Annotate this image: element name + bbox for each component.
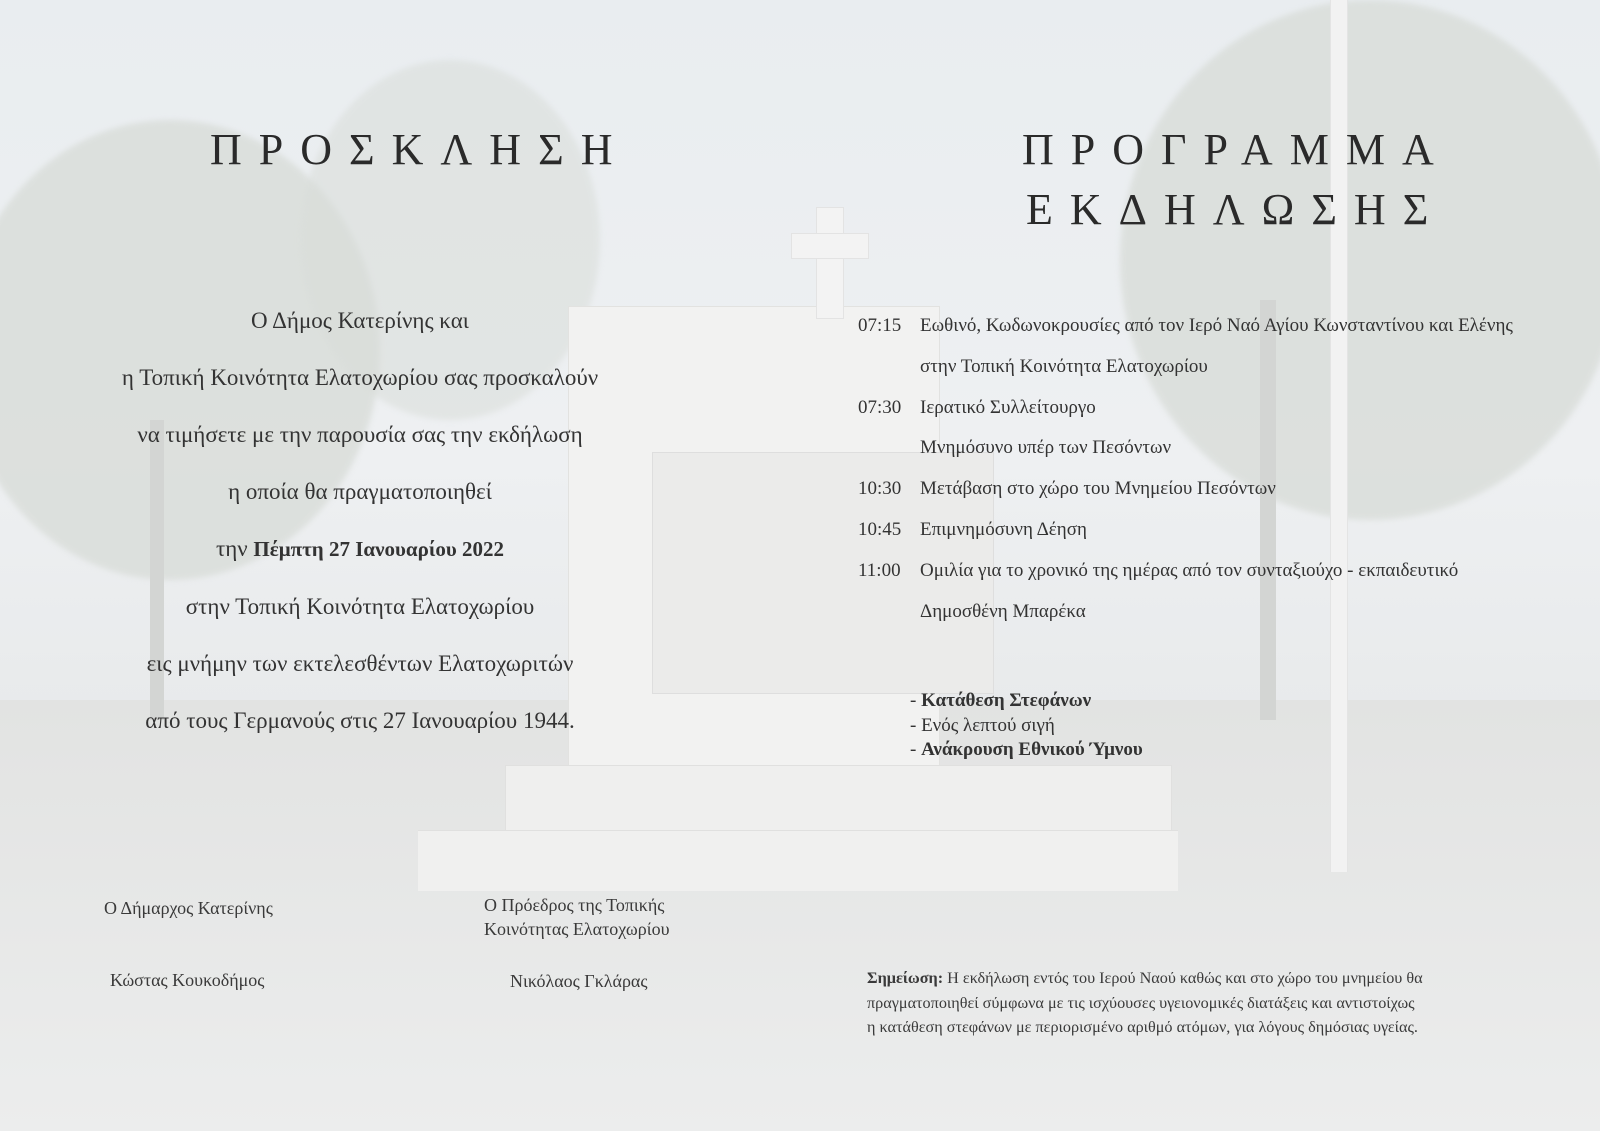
bullet-dash: - [910,690,922,711]
schedule-item [858,315,1558,356]
schedule-continuation [858,356,1558,397]
schedule-time: 10:30 [858,478,902,500]
note-label: Σημείωση: [867,969,944,987]
schedule-text: Εωθινό, Κωδωνοκρουσίες από τον Ιερό Ναό Αγίου Κωνσταντίνου και Ελένης [920,315,1513,336]
schedule-time: 07:30 [858,396,902,418]
bullet-dash: - [910,739,922,760]
schedule-time: 07:15 [858,315,902,336]
health-note [867,966,1427,1040]
invitation-line: Ο Δήμος Κατερίνης και [251,308,469,333]
invitation-title: ΠΡΟΣΚΛΗΣΗ [210,125,630,174]
bullet-text: Κατάθεση Στεφάνων [921,690,1092,711]
event-date: Πέμπτη 27 Ιανουαρίου 2022 [253,537,505,561]
invitation-line: να τιμήσετε με την παρουσία σας την εκδήλωση [137,422,583,447]
invitation-line: στην Τοπική Κοινότητα Ελατοχωρίου [185,594,535,619]
invitation-line: η Τοπική Κοινότητα Ελατοχωρίου σας προσκαλούν [121,365,599,390]
program-title-line2: ΕΚΔΗΛΩΣΗΣ [1026,185,1446,234]
schedule-text: Μνημόσυνο υπέρ των Πεσόντων [920,437,1172,459]
invitation-date-line [100,520,620,578]
bullet-text: Ανάκρουση Εθνικού Ύμνου [921,739,1143,760]
invitation-line: η οποία θα πραγματοποιηθεί [228,479,492,504]
bullet-item [910,689,1143,714]
note-text: Η εκδήλωση εντός του Ιερού Ναού καθώς και στο χώρο του μνημείου θα πραγματοποιηθεί σύμφωνα με τις ισχύουσες υγειονομικές διατάξεις και αντιστοίχως η κατάθεση στεφάνων με περιορισμένο αριθμό ατόμων, για λόγους δημόσιας υγείας. [867,969,1423,1036]
cross-horizontal [791,233,869,259]
schedule-item [858,478,1558,519]
schedule-time: 10:45 [858,518,902,540]
schedule-continuation [858,601,1558,642]
program-title-line1: ΠΡΟΓΡΑΜΜΑ [1022,125,1451,174]
invitation-line: εις μνήμην των εκτελεσθέντων Ελατοχωριτών [146,651,574,676]
schedule-item [858,519,1558,560]
mayor-name: Κώστας Κουκοδήμος [110,970,265,990]
schedule-text: Ιερατικό Συλλείτουργο [920,396,1096,418]
bullet-dash: - [910,714,922,736]
president-name: Νικόλαος Γκλάρας [510,971,648,991]
invitation-body [100,292,620,749]
schedule-text: Ομιλία για το χρονικό της ημέρας από τον συνταξιούχο - εκπαιδευτικό [920,559,1459,581]
invitation-line: από τους Γερμανούς στις 27 Ιανουαρίου 1944. [145,708,575,733]
bullet-item [910,714,1143,739]
program-bullets [910,689,1143,763]
cross-vertical [816,207,844,319]
president-title-line2: Κοινότητας Ελατοχωρίου [484,919,670,939]
schedule-time: 11:00 [858,559,901,581]
monument-base-lower [418,830,1178,891]
bullet-item [910,738,1143,763]
schedule-item [858,560,1558,601]
president-title-line1: Ο Πρόεδρος της Τοπικής [484,895,665,915]
schedule-text: στην Τοπική Κοινότητα Ελατοχωρίου [920,355,1208,377]
schedule-continuation [858,437,1558,478]
schedule-text: Δημοσθένη Μπαρέκα [920,600,1086,622]
bullet-text: Ενός λεπτού σιγή [921,714,1055,736]
date-prefix: την [215,536,248,561]
schedule-text: Μετάβαση στο χώρο του Μνημείου Πεσόντων [920,478,1276,500]
program-schedule [858,315,1558,641]
schedule-text: Επιμνημόσυνη Δέηση [920,518,1087,540]
mayor-title: Ο Δήμαρχος Κατερίνης [104,898,273,918]
schedule-item [858,397,1558,438]
